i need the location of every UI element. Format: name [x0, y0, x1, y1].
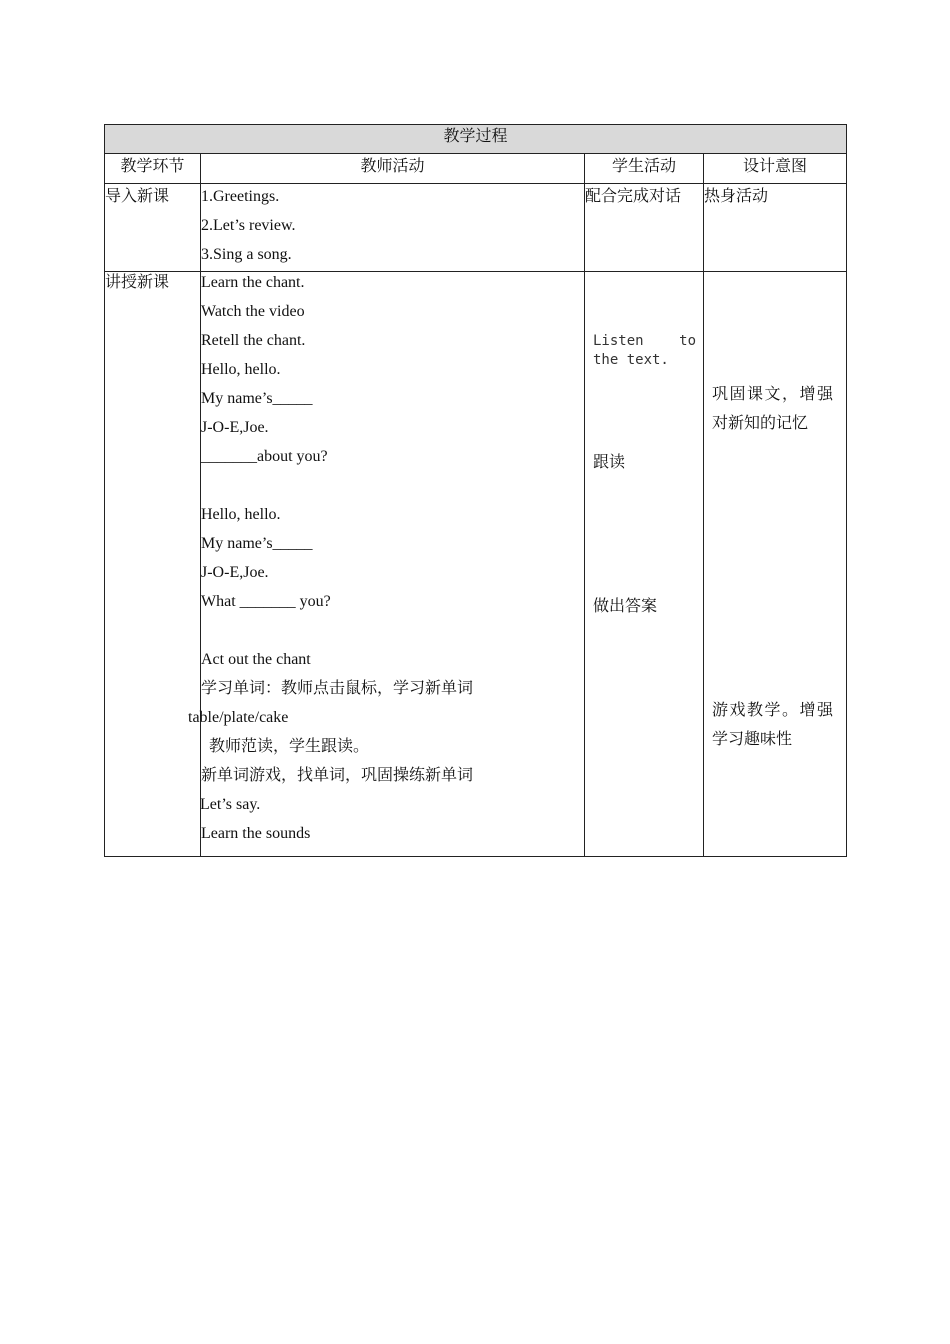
teacher-line: Watch the video — [201, 303, 305, 320]
teacher-line: Learn the chant. — [201, 274, 305, 291]
teacher-line: Act out the chant — [201, 651, 311, 668]
student-activity-text: 配合完成对话 — [585, 188, 682, 205]
student-follow-text: 跟读 — [593, 454, 626, 471]
table-row-intro — [105, 184, 847, 272]
teacher-line: My name’s_____ — [201, 535, 313, 552]
design-line: 对新知的记忆 — [712, 415, 809, 432]
stage-label: 讲授新课 — [105, 274, 170, 291]
teacher-line: 教师范读，学生跟读。 — [209, 738, 370, 755]
design-consolidate-text — [712, 384, 840, 442]
lesson-process-table — [104, 124, 847, 857]
listen-word: Listen — [593, 333, 644, 349]
student-answer-text: 做出答案 — [593, 598, 658, 615]
table-title: 教学过程 — [105, 125, 847, 154]
teacher-line: Let’s say. — [200, 796, 261, 813]
teacher-line: Hello, hello. — [201, 506, 281, 523]
teacher-line: J-O-E,Joe. — [201, 419, 269, 436]
header-stage: 教学环节 — [105, 154, 201, 184]
teacher-line: 2.Let’s review. — [201, 217, 296, 234]
teacher-line: 3.Sing a song. — [201, 246, 292, 263]
teacher-activity-cell — [188, 272, 585, 857]
stage-cell — [105, 272, 201, 857]
design-game-text — [712, 700, 840, 758]
design-intent-cell — [704, 272, 847, 857]
teacher-line: 新单词游戏，找单词，巩固操练新单词 — [201, 767, 474, 784]
student-activity-cell — [585, 272, 704, 857]
student-listen-text — [593, 332, 696, 370]
design-line: 巩固课文，增强 — [712, 386, 835, 403]
design-intent-cell — [704, 184, 847, 272]
teacher-line: 学习单词：教师点击鼠标，学习新单词 — [201, 680, 474, 697]
teacher-line: My name’s_____ — [201, 390, 313, 407]
teacher-line: Retell the chant. — [201, 332, 306, 349]
design-intent-text: 热身活动 — [704, 188, 769, 205]
table-header-row — [105, 154, 847, 184]
teacher-blank-line — [201, 475, 584, 504]
teacher-line: What _______ you? — [201, 593, 331, 610]
teacher-line: Learn the sounds — [201, 825, 311, 842]
design-line: 游戏教学。增强 — [712, 702, 835, 719]
teacher-line: _______about you? — [201, 448, 328, 465]
header-design-intent: 设计意图 — [704, 154, 847, 184]
table-row-teach — [105, 272, 847, 857]
teacher-line: table/plate/cake — [188, 709, 289, 726]
design-line: 学习趣味性 — [712, 731, 793, 748]
teacher-line: 1.Greetings. — [201, 188, 280, 205]
teacher-activity-cell — [201, 184, 585, 272]
header-student-activity: 学生活动 — [585, 154, 704, 184]
stage-cell — [105, 184, 201, 272]
stage-label: 导入新课 — [105, 188, 170, 205]
header-teacher-activity: 教师活动 — [201, 154, 585, 184]
teacher-line: J-O-E,Joe. — [201, 564, 269, 581]
listen-line-2: the text. — [593, 352, 669, 368]
student-activity-cell — [585, 184, 704, 272]
teacher-blank-line — [201, 620, 584, 649]
teacher-line: Hello, hello. — [201, 361, 281, 378]
listen-word: to — [679, 333, 696, 349]
